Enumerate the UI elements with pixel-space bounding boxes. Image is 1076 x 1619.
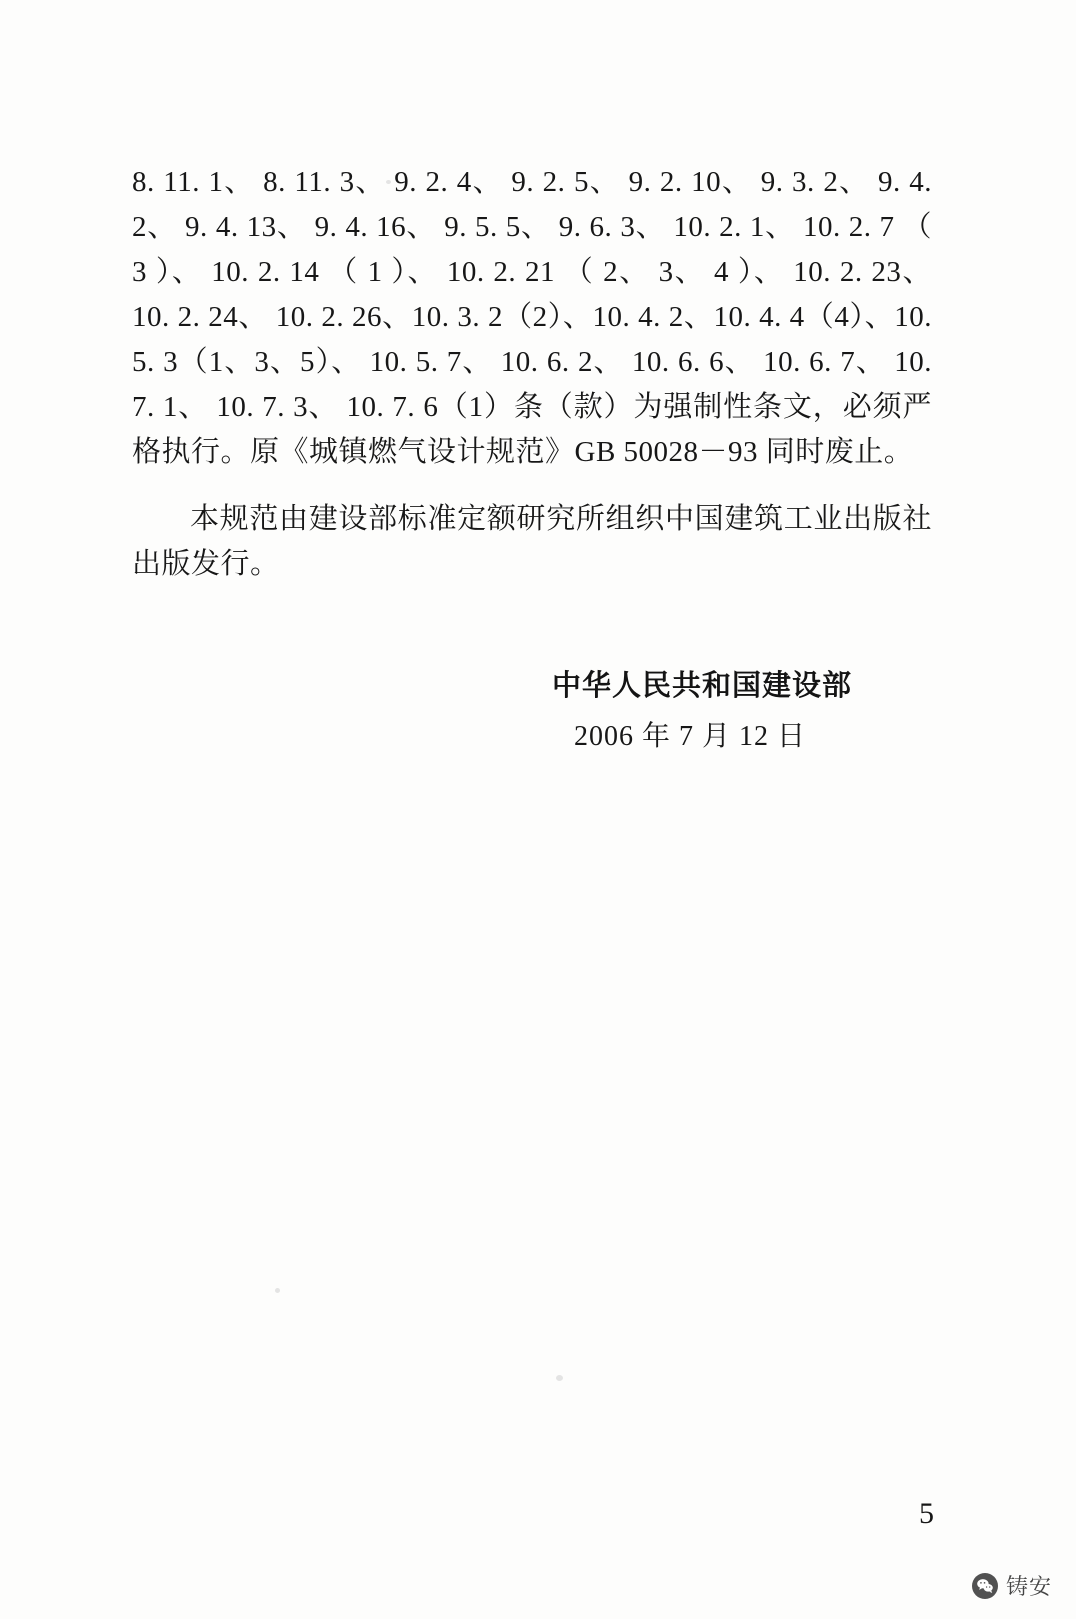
watermark <box>972 1570 1052 1601</box>
wechat-icon <box>972 1573 998 1599</box>
document-body <box>132 160 932 759</box>
scan-speck <box>275 1288 280 1293</box>
page-number: 5 <box>919 1497 934 1530</box>
signature-date: 2006 年 7 月 12 日 <box>574 721 807 752</box>
publication-paragraph: 本规范由建设部标准定额研究所组织中国建筑工业出版社出版发行。 <box>132 503 932 580</box>
signature-block <box>132 663 932 759</box>
watermark-label: 铸安 <box>1005 1575 1052 1600</box>
clause-list-paragraph: 8. 11. 1、 8. 11. 3、 9. 2. 4、 9. 2. 5、 9. 2. 10、 9. 3. 2、 9. 4. 2、 9. 4. 13、 9. 4. 16、 9. 5. 5、 9. 6. 3、 10. 2. 1、 10. 2. 7 （ 3 ）、 10. 2. 14 （ 1 ）、 10. 2. 21 （ 2、 3、 4 ）、 10. 2. 23、 10. 2. 24、 10. 2. 26、10. 3. 2（2）、10. 4. 2、10. 4. 4（4）、10. 5. 3（1、3、5）、 10. 5. 7、 10. 6. 2、 10. 6. 6、 10. 6. 7、 10. 7. 1、 10. 7. 3、 10. 7. 6（1）条（款）为强制性条文，必须严格执行。原《城镇燃气设计规范》GB 50028－93 同时废止。 <box>132 166 932 468</box>
scan-speck <box>556 1375 563 1381</box>
signature-organization: 中华人民共和国建设部 <box>552 668 853 702</box>
